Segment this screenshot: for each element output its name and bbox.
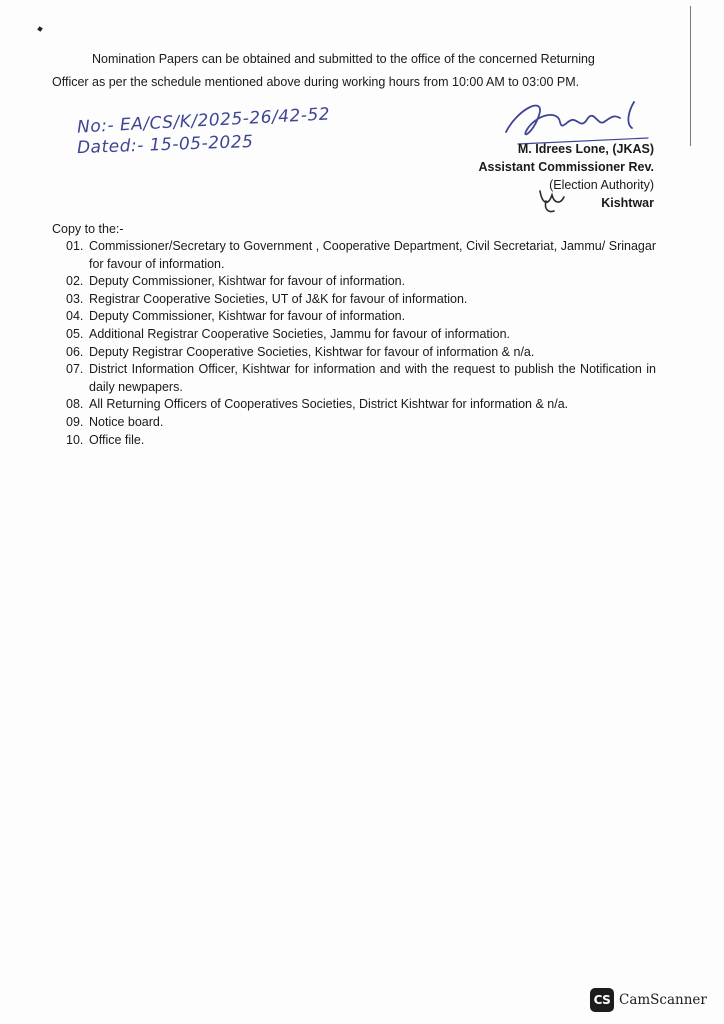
list-item-text: Notice board.: [89, 414, 164, 429]
list-item-number: 01.: [66, 239, 84, 253]
signatory-authority: (Election Authority): [549, 178, 654, 192]
list-item-number: 02.: [66, 274, 84, 289]
list-item-number: 06.: [66, 344, 84, 359]
list-item-text: Deputy Commissioner, Kishtwar for favour of information.: [89, 274, 406, 289]
handwritten-date: Dated:- 15-05-2025: [76, 131, 254, 159]
list-item-number: 04.: [66, 309, 84, 324]
camscanner-watermark: [590, 988, 707, 1012]
list-item: [66, 396, 656, 414]
list-item-text: Deputy Registrar Cooperative Societies, Kishtwar for favour of information & n/a.: [89, 344, 535, 359]
signature-block: [430, 140, 654, 212]
copy-to-list: [66, 238, 656, 449]
list-item: [66, 273, 656, 291]
list-item-number: 08.: [66, 397, 84, 412]
list-item: [66, 308, 656, 326]
signatory-designation: Assistant Commissioner Rev.: [478, 160, 654, 174]
notice-line-1: Nomination Papers can be obtained and submitted to the office of the concerned Returning: [92, 52, 595, 66]
list-item-number: 09.: [66, 414, 84, 429]
list-item: [66, 291, 656, 309]
list-item-text: Additional Registrar Cooperative Societies, Jammu for favour of information.: [89, 326, 511, 341]
list-item: [66, 414, 656, 432]
list-item: [66, 432, 656, 450]
list-item-number: 10.: [66, 432, 84, 447]
list-item-text: Commissioner/Secretary to Government , Cooperative Department, Civil Secretariat, Jammu/ Srinagar for favour of information.: [89, 239, 656, 271]
list-item-text: Deputy Commissioner, Kishtwar for favour of information.: [89, 309, 406, 324]
camscanner-logo-icon: CS: [590, 988, 614, 1012]
copy-to-heading: Copy to the:-: [52, 222, 124, 236]
list-item-text: Office file.: [89, 432, 145, 447]
notice-line-2: Officer as per the schedule mentioned above during working hours from 10:00 AM to 03:00 PM.: [52, 75, 580, 89]
list-item: [66, 238, 656, 273]
list-item-number: 05.: [66, 326, 84, 341]
list-item: [66, 344, 656, 362]
list-item-number: 03.: [66, 291, 84, 306]
handwritten-reference-number: No:- EA/CS/K/2025-26/42-52: [76, 104, 331, 138]
list-item-text: All Returning Officers of Cooperatives Societies, District Kishtwar for information & n/a.: [89, 397, 569, 412]
signatory-name: M. Idrees Lone, (JKAS): [517, 142, 654, 156]
list-item-text: District Information Officer, Kishtwar for information and with the request to publish the Notification in daily newpapers.: [89, 362, 656, 394]
camscanner-name: CamScanner: [619, 992, 707, 1008]
list-item-text: Registrar Cooperative Societies, UT of J&K for favour of information.: [89, 291, 468, 306]
list-item-number: 07.: [66, 362, 84, 377]
signatory-place: Kishtwar: [601, 196, 654, 210]
list-item: [66, 326, 656, 344]
scan-edge-line: [690, 6, 691, 146]
scan-speck: [37, 26, 43, 32]
list-item: [66, 361, 656, 396]
